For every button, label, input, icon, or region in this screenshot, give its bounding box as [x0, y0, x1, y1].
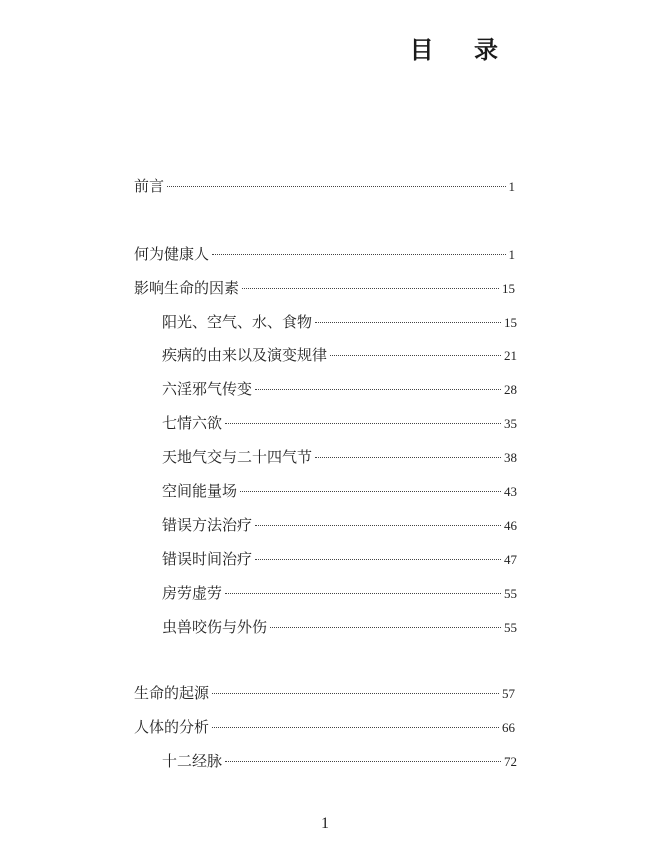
toc-entry-page: 46 [504, 518, 517, 533]
toc-entry-label: 前言 [134, 177, 165, 195]
dot-leader [225, 423, 501, 424]
toc-entry[interactable] [134, 277, 515, 299]
page-number: 1 [321, 815, 329, 832]
dot-leader [212, 693, 499, 694]
toc-entry-page: 1 [508, 179, 515, 194]
toc-entry-page: 28 [504, 382, 517, 397]
toc-entry-page: 55 [504, 620, 517, 635]
toc-subentry[interactable] [162, 750, 517, 772]
toc-subentry[interactable] [162, 344, 517, 366]
toc-entry-page: 21 [504, 348, 517, 363]
toc-subentry[interactable] [162, 548, 517, 570]
toc-entry-label: 阳光、空气、水、食物 [162, 313, 313, 331]
toc-subentry[interactable] [162, 311, 517, 333]
toc-subentry[interactable] [162, 582, 517, 604]
toc-entry-label: 六淫邪气传变 [162, 380, 253, 398]
dot-leader [255, 559, 501, 560]
toc-subentry[interactable] [162, 378, 517, 400]
dot-leader [315, 457, 501, 458]
toc-entry-page: 15 [504, 315, 517, 330]
dot-leader [225, 761, 501, 762]
toc-subentry[interactable] [162, 616, 517, 638]
toc-entry-page: 1 [508, 247, 515, 262]
toc-entry-page: 55 [504, 586, 517, 601]
dot-leader [225, 593, 501, 594]
dot-leader [242, 288, 499, 289]
toc-entry-page: 15 [502, 281, 515, 296]
toc-entry-page: 72 [504, 754, 517, 769]
dot-leader [255, 389, 501, 390]
dot-leader [167, 186, 505, 187]
toc-entry-label: 生命的起源 [134, 684, 210, 702]
toc-entry-label: 人体的分析 [134, 718, 210, 736]
toc-entry-page: 57 [502, 686, 515, 701]
toc-entry[interactable] [134, 682, 515, 704]
toc-entry-label: 空间能量场 [162, 482, 238, 500]
dot-leader [212, 254, 505, 255]
toc-entry-preface[interactable] [134, 175, 515, 197]
dot-leader [240, 491, 501, 492]
dot-leader [315, 322, 501, 323]
dot-leader [330, 355, 501, 356]
toc-entry-page: 47 [504, 552, 517, 567]
toc-entry-label: 天地气交与二十四气节 [162, 448, 313, 466]
toc-entry-label: 七情六欲 [162, 414, 223, 432]
toc-entry-label: 何为健康人 [134, 245, 210, 263]
toc-entry-label: 错误方法治疗 [162, 516, 253, 534]
toc-subentry[interactable] [162, 514, 517, 536]
toc-entry[interactable] [134, 243, 515, 265]
toc-entry-page: 43 [504, 484, 517, 499]
toc-subentry[interactable] [162, 480, 517, 502]
toc-subentry[interactable] [162, 412, 517, 434]
toc-entry-label: 虫兽咬伤与外伤 [162, 618, 268, 636]
toc-entry-label: 错误时间治疗 [162, 550, 253, 568]
dot-leader [212, 727, 499, 728]
toc-subentry[interactable] [162, 446, 517, 468]
dot-leader [255, 525, 501, 526]
toc-entry-page: 66 [502, 720, 515, 735]
toc-entry-label: 疾病的由来以及演变规律 [162, 346, 328, 364]
toc-entry[interactable] [134, 716, 515, 738]
toc-entry-label: 房劳虚劳 [162, 584, 223, 602]
toc-entry-page: 35 [504, 416, 517, 431]
toc-entry-label: 十二经脉 [162, 752, 223, 770]
toc-entry-label: 影响生命的因素 [134, 279, 240, 297]
page-title: 目 录 [409, 35, 514, 64]
toc-entry-page: 38 [504, 450, 517, 465]
dot-leader [270, 627, 501, 628]
